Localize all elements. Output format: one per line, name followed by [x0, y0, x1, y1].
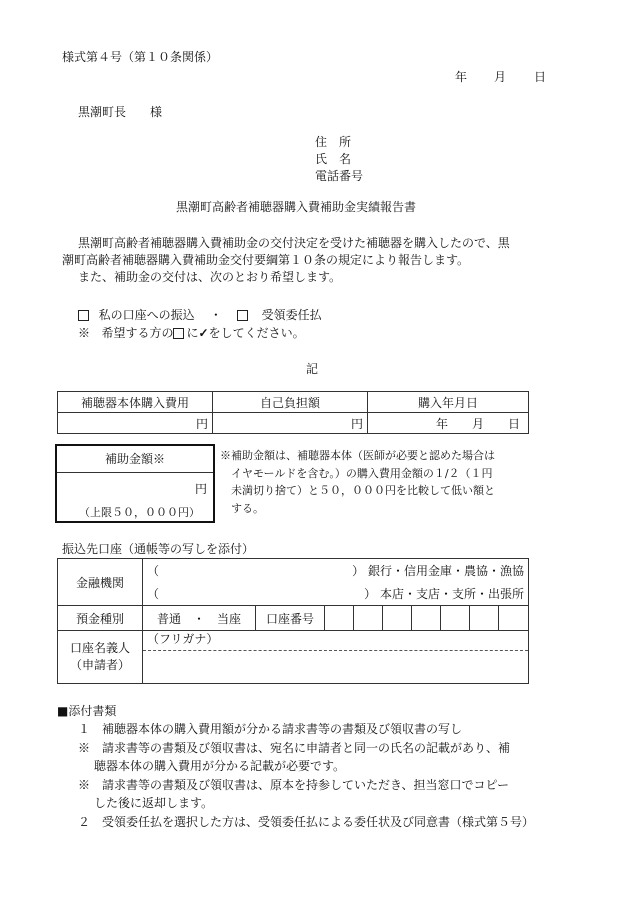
bank-table: [57, 558, 529, 684]
subsidy-note-line: する。: [231, 501, 264, 515]
paren-open: （: [147, 587, 160, 601]
account-digit-cell[interactable]: [412, 606, 441, 631]
institution-types: 銀行・信用金庫・農協・漁協: [367, 564, 524, 578]
body-line-1: 黒潮町高齢者補聴器購入費補助金の交付決定を受けた補聴器を購入したので、黒: [78, 236, 510, 250]
subsidy-note: [220, 447, 495, 517]
account-holder-label: [58, 631, 143, 684]
furigana-divider: [143, 650, 528, 651]
form-number: 様式第４号（第１０条関係）: [62, 50, 219, 64]
body-line-3: また、補助金の交付は、次のとおり希望します。: [78, 270, 342, 284]
check-mark-icon: ✓: [198, 326, 209, 340]
date-month: 月: [494, 70, 507, 84]
bank-heading: 振込先口座（通帳等の写しを添付）: [62, 542, 255, 556]
attachments-heading: ■添付書類: [57, 704, 117, 718]
note-end: をしてください。: [208, 326, 305, 340]
address-label: 住 所: [315, 135, 352, 149]
account-digit-cell[interactable]: [325, 606, 354, 631]
option-own-account: 私の口座への振込: [98, 308, 195, 322]
ki-label: 記: [306, 362, 319, 376]
deposit-type-options[interactable]: 普通 ・ 当座: [143, 606, 256, 631]
account-holder-cell[interactable]: [143, 631, 529, 684]
addressee: 黒潮町長 様: [78, 105, 163, 119]
name-label: 氏 名: [315, 152, 352, 166]
attachment-note-2a: ※ 請求書等の書類及び領収書は、原本を持参していただき、担当窓口でコピー: [78, 778, 510, 792]
account-digit-cell[interactable]: [470, 606, 499, 631]
self-pay-cell[interactable]: 円: [213, 413, 368, 434]
note-mark: ※: [78, 326, 91, 340]
checkbox-own-account[interactable]: [78, 310, 89, 321]
option-proxy-payment: 受領委任払: [261, 308, 322, 322]
account-digit-cell[interactable]: [499, 606, 529, 631]
institution-row[interactable]: [143, 559, 529, 583]
self-pay-header: 自己負担額: [213, 392, 368, 413]
attachment-item-1: １ 補聴器本体の購入費用額が分かる請求書等の書類及び領収書の写し: [78, 722, 463, 736]
furigana-label: （フリガナ）: [147, 632, 219, 646]
holder-label-2: （申請者）: [69, 658, 130, 672]
phone-label: 電話番号: [315, 169, 364, 183]
purchase-date-cell[interactable]: 年 月 日: [368, 413, 529, 434]
deposit-type-label: 預金種別: [58, 606, 143, 631]
options-note: [78, 324, 305, 341]
attachment-item-2: ２ 受領委任払を選択した方は、受領委任払による委任状及び同意書（様式第５号）: [78, 815, 535, 829]
attachment-note-1a: ※ 請求書等の書類及び領収書は、宛名に申請者と同一の氏名の記載があり、補: [78, 741, 511, 755]
branch-row[interactable]: [143, 582, 529, 606]
subsidy-amount-yen[interactable]: 円: [194, 482, 207, 496]
account-digit-cell[interactable]: [354, 606, 383, 631]
checkbox-example-icon: [173, 328, 184, 339]
payment-options: [78, 306, 322, 323]
note-post: に: [186, 326, 199, 340]
purchase-date-header: 購入年月日: [368, 392, 529, 413]
institution-label: 金融機関: [58, 559, 143, 606]
account-digit-cell[interactable]: [383, 606, 412, 631]
branch-types: 本店・支店・支所・出張所: [379, 587, 524, 601]
account-digit-cell[interactable]: [441, 606, 470, 631]
subsidy-note-line: 未満切り捨て）と５０，０００円を比較して低い額と: [231, 484, 495, 497]
body-line-2: 潮町高齢者補聴器購入費補助金交付要綱第１０条の規定により報告します。: [62, 253, 470, 267]
purchase-cost-cell[interactable]: 円: [58, 413, 213, 434]
subsidy-limit: （上限５０，０００円）: [79, 506, 200, 519]
subsidy-amount-box: [55, 444, 215, 523]
document-title: 黒潮町高齢者補聴器購入費補助金実績報告書: [176, 200, 417, 214]
paren-close: ）: [352, 564, 365, 578]
attachment-note-2b: した後に返却します。: [94, 796, 214, 810]
date-year: 年: [455, 70, 468, 84]
subsidy-note-line: ※補助金額は、補聴器本体（医師が必要と認めた場合は: [220, 449, 495, 462]
checkbox-proxy-payment[interactable]: [237, 310, 248, 321]
purchase-cost-header: 補聴器本体購入費用: [58, 392, 213, 413]
purchase-table: [57, 391, 529, 434]
attachment-note-1b: 聴器本体の購入費用が分かる記載が必要です。: [94, 759, 346, 773]
paren-open: （: [147, 564, 160, 578]
option-separator: ・: [209, 308, 222, 322]
subsidy-note-line: イヤモールドを含む。）の購入費用金額の１/２（１円: [231, 466, 493, 480]
account-number-label: 口座番号: [256, 606, 325, 631]
date-day: 日: [534, 70, 547, 84]
holder-label-1: 口座名義人: [69, 641, 130, 655]
note-pre: 希望する方の: [101, 326, 174, 340]
paren-close: ）: [364, 587, 377, 601]
subsidy-amount-label: 補助金額※: [57, 446, 213, 473]
